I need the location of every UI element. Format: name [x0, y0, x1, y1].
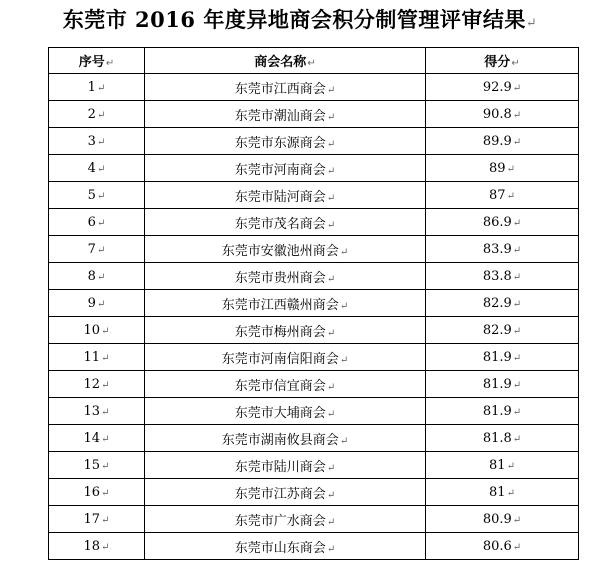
- cell-index: [49, 74, 145, 101]
- cell-index-text: 3: [87, 133, 96, 149]
- paragraph-mark-icon: ↵: [512, 217, 522, 229]
- cell-index: [49, 479, 145, 506]
- paragraph-mark-icon: ↵: [512, 352, 522, 364]
- paragraph-mark-icon: ↵: [512, 136, 522, 148]
- column-header-name-label: 商会名称: [254, 55, 307, 70]
- cell-index: [49, 128, 145, 155]
- cell-name-text: 东莞市梅州商会: [234, 324, 326, 340]
- cell-score: [426, 479, 579, 506]
- cell-index: [49, 263, 145, 290]
- table-row: [49, 155, 579, 182]
- cell-name: [145, 344, 426, 371]
- cell-index: [49, 425, 145, 452]
- paragraph-mark-icon: ↵: [525, 16, 538, 31]
- table-row: [49, 236, 579, 263]
- paragraph-mark-icon: ↵: [326, 138, 336, 150]
- paragraph-mark-icon: ↵: [326, 489, 336, 501]
- cell-name-text: 东莞市陆川商会: [234, 459, 326, 475]
- cell-name-text: 东莞市安徽池州商会: [221, 243, 339, 259]
- cell-name: [145, 128, 426, 155]
- paragraph-mark-icon: ↵: [506, 487, 515, 499]
- cell-name-text: 东莞市江西赣州商会: [221, 297, 339, 313]
- cell-index: [49, 317, 145, 344]
- cell-score: [426, 290, 579, 317]
- cell-name-text: 东莞市江西商会: [234, 81, 326, 97]
- table-row: [49, 182, 579, 209]
- cell-index-text: 10: [83, 322, 101, 338]
- paragraph-mark-icon: ↵: [96, 190, 106, 202]
- cell-name: [145, 425, 426, 452]
- table-row: [49, 371, 579, 398]
- paragraph-mark-icon: ↵: [101, 433, 110, 445]
- cell-index: [49, 290, 145, 317]
- paragraph-mark-icon: ↵: [96, 109, 106, 121]
- table-row: [49, 344, 579, 371]
- paragraph-mark-icon: ↵: [101, 487, 110, 499]
- paragraph-mark-icon: ↵: [512, 298, 522, 310]
- paragraph-mark-icon: ↵: [96, 298, 106, 310]
- cell-index: [49, 209, 145, 236]
- cell-name: [145, 290, 426, 317]
- cell-score: [426, 452, 579, 479]
- document-title-text: 东莞市 2016 年度异地商会积分制管理评审结果: [62, 7, 526, 32]
- cell-score-text: 89: [489, 160, 506, 176]
- cell-score: [426, 533, 579, 560]
- cell-name: [145, 101, 426, 128]
- cell-index-text: 5: [87, 187, 96, 203]
- cell-index-text: 11: [83, 349, 101, 365]
- cell-name: [145, 317, 426, 344]
- table-row: [49, 533, 579, 560]
- cell-name: [145, 263, 426, 290]
- cell-name: [145, 209, 426, 236]
- cell-score-text: 81.9: [482, 403, 512, 419]
- cell-score-text: 92.9: [482, 79, 512, 95]
- cell-score: [426, 128, 579, 155]
- cell-score-text: 80.6: [482, 538, 512, 554]
- paragraph-mark-icon: ↵: [339, 354, 349, 366]
- cell-name-text: 东莞市大埔商会: [234, 405, 326, 421]
- paragraph-mark-icon: ↵: [326, 84, 336, 96]
- paragraph-mark-icon: ↵: [512, 271, 522, 283]
- cell-index-text: 9: [87, 295, 96, 311]
- cell-score: [426, 425, 579, 452]
- table-body: [49, 74, 579, 560]
- cell-score-text: 81: [489, 484, 506, 500]
- paragraph-mark-icon: ↵: [101, 406, 110, 418]
- paragraph-mark-icon: ↵: [326, 462, 336, 474]
- table-row: [49, 317, 579, 344]
- cell-score-text: 89.9: [482, 133, 512, 149]
- paragraph-mark-icon: ↵: [326, 381, 336, 393]
- table-row: [49, 263, 579, 290]
- table-row: [49, 479, 579, 506]
- paragraph-mark-icon: ↵: [512, 379, 522, 391]
- cell-index: [49, 101, 145, 128]
- cell-index-text: 14: [83, 430, 101, 446]
- table-row: [49, 74, 579, 101]
- cell-name: [145, 371, 426, 398]
- cell-name: [145, 74, 426, 101]
- cell-index: [49, 533, 145, 560]
- paragraph-mark-icon: ↵: [101, 514, 110, 526]
- cell-score-text: 82.9: [482, 295, 512, 311]
- cell-index: [49, 371, 145, 398]
- paragraph-mark-icon: ↵: [512, 244, 522, 256]
- cell-score-text: 80.9: [482, 511, 512, 527]
- cell-score-text: 83.9: [482, 241, 512, 257]
- table-row: [49, 398, 579, 425]
- cell-name: [145, 236, 426, 263]
- paragraph-mark-icon: ↵: [326, 111, 336, 123]
- cell-score-text: 90.8: [482, 106, 512, 122]
- cell-index: [49, 182, 145, 209]
- cell-name: [145, 398, 426, 425]
- paragraph-mark-icon: ↵: [326, 327, 336, 339]
- paragraph-mark-icon: ↵: [105, 58, 115, 69]
- paragraph-mark-icon: ↵: [101, 352, 110, 364]
- paragraph-mark-icon: ↵: [339, 435, 349, 447]
- paragraph-mark-icon: ↵: [326, 273, 336, 285]
- paragraph-mark-icon: ↵: [326, 165, 336, 177]
- cell-index-text: 8: [87, 268, 96, 284]
- paragraph-mark-icon: ↵: [96, 82, 106, 94]
- cell-name-text: 东莞市茂名商会: [234, 216, 326, 232]
- paragraph-mark-icon: ↵: [326, 516, 336, 528]
- paragraph-mark-icon: ↵: [512, 541, 522, 553]
- paragraph-mark-icon: ↵: [512, 82, 522, 94]
- paragraph-mark-icon: ↵: [339, 246, 349, 258]
- paragraph-mark-icon: ↵: [506, 460, 515, 472]
- cell-index: [49, 344, 145, 371]
- cell-name-text: 东莞市广水商会: [234, 513, 326, 529]
- cell-name-text: 东莞市江苏商会: [234, 486, 326, 502]
- table-row: [49, 101, 579, 128]
- cell-score: [426, 344, 579, 371]
- cell-name: [145, 506, 426, 533]
- cell-name-text: 东莞市湖南攸县商会: [221, 432, 339, 448]
- table-row: [49, 452, 579, 479]
- cell-score: [426, 263, 579, 290]
- cell-score: [426, 236, 579, 263]
- paragraph-mark-icon: ↵: [506, 163, 515, 175]
- paragraph-mark-icon: ↵: [96, 244, 106, 256]
- cell-index-text: 1: [87, 79, 96, 95]
- cell-score: [426, 155, 579, 182]
- table-row: [49, 506, 579, 533]
- paragraph-mark-icon: ↵: [512, 514, 522, 526]
- cell-index-text: 17: [83, 511, 101, 527]
- column-header-score-label: 得分: [484, 55, 511, 70]
- table-row: [49, 425, 579, 452]
- paragraph-mark-icon: ↵: [101, 460, 110, 472]
- cell-name-text: 东莞市东源商会: [234, 135, 326, 151]
- cell-name: [145, 479, 426, 506]
- cell-score: [426, 398, 579, 425]
- paragraph-mark-icon: ↵: [511, 58, 520, 69]
- cell-score-text: 86.9: [482, 214, 512, 230]
- paragraph-mark-icon: ↵: [506, 190, 515, 202]
- cell-score: [426, 182, 579, 209]
- cell-score-text: 83.8: [482, 268, 512, 284]
- cell-score: [426, 317, 579, 344]
- cell-index-text: 18: [83, 538, 101, 554]
- column-header-index-label: 序号: [78, 55, 105, 70]
- table-header-row: [49, 48, 579, 74]
- paragraph-mark-icon: ↵: [96, 163, 106, 175]
- cell-score: [426, 74, 579, 101]
- cell-index-text: 4: [87, 160, 96, 176]
- cell-score-text: 81: [489, 457, 506, 473]
- cell-name-text: 东莞市贵州商会: [234, 270, 326, 286]
- paragraph-mark-icon: ↵: [339, 300, 349, 312]
- cell-index-text: 12: [83, 376, 101, 392]
- cell-score: [426, 371, 579, 398]
- paragraph-mark-icon: ↵: [96, 217, 106, 229]
- column-header-score: [426, 48, 579, 74]
- paragraph-mark-icon: ↵: [512, 433, 522, 445]
- paragraph-mark-icon: ↵: [96, 271, 106, 283]
- column-header-index: [49, 48, 145, 74]
- cell-name: [145, 452, 426, 479]
- cell-score-text: 81.8: [482, 430, 512, 446]
- table-row: [49, 128, 579, 155]
- cell-name-text: 东莞市山东商会: [234, 540, 326, 556]
- cell-score: [426, 209, 579, 236]
- cell-index: [49, 506, 145, 533]
- paragraph-mark-icon: ↵: [326, 408, 336, 420]
- cell-index: [49, 155, 145, 182]
- cell-index-text: 7: [87, 241, 96, 257]
- cell-index-text: 2: [87, 106, 96, 122]
- cell-name-text: 东莞市信宜商会: [234, 378, 326, 394]
- cell-index-text: 13: [83, 403, 101, 419]
- paragraph-mark-icon: ↵: [307, 58, 316, 69]
- cell-score-text: 82.9: [482, 322, 512, 338]
- cell-name: [145, 155, 426, 182]
- cell-index-text: 6: [87, 214, 96, 230]
- cell-name-text: 东莞市陆河商会: [234, 189, 326, 205]
- paragraph-mark-icon: ↵: [101, 541, 110, 553]
- results-table: [48, 47, 579, 560]
- cell-score-text: 81.9: [482, 376, 512, 392]
- paragraph-mark-icon: ↵: [101, 325, 110, 337]
- cell-name-text: 东莞市河南信阳商会: [221, 351, 339, 367]
- paragraph-mark-icon: ↵: [512, 406, 522, 418]
- paragraph-mark-icon: ↵: [512, 109, 522, 121]
- paragraph-mark-icon: ↵: [326, 192, 336, 204]
- paragraph-mark-icon: ↵: [326, 219, 336, 231]
- cell-index-text: 15: [83, 457, 101, 473]
- paragraph-mark-icon: ↵: [512, 325, 522, 337]
- cell-index: [49, 398, 145, 425]
- cell-index-text: 16: [83, 484, 101, 500]
- cell-score: [426, 506, 579, 533]
- cell-name-text: 东莞市河南商会: [234, 162, 326, 178]
- cell-score-text: 81.9: [482, 349, 512, 365]
- paragraph-mark-icon: ↵: [96, 136, 106, 148]
- cell-score-text: 87: [489, 187, 506, 203]
- paragraph-mark-icon: ↵: [101, 379, 110, 391]
- document-title: [0, 6, 600, 38]
- cell-name-text: 东莞市潮汕商会: [234, 108, 326, 124]
- cell-index: [49, 236, 145, 263]
- paragraph-mark-icon: ↵: [326, 543, 336, 555]
- cell-name: [145, 182, 426, 209]
- cell-index: [49, 452, 145, 479]
- table-row: [49, 290, 579, 317]
- table-row: [49, 209, 579, 236]
- column-header-name: [145, 48, 426, 74]
- cell-name: [145, 533, 426, 560]
- cell-score: [426, 101, 579, 128]
